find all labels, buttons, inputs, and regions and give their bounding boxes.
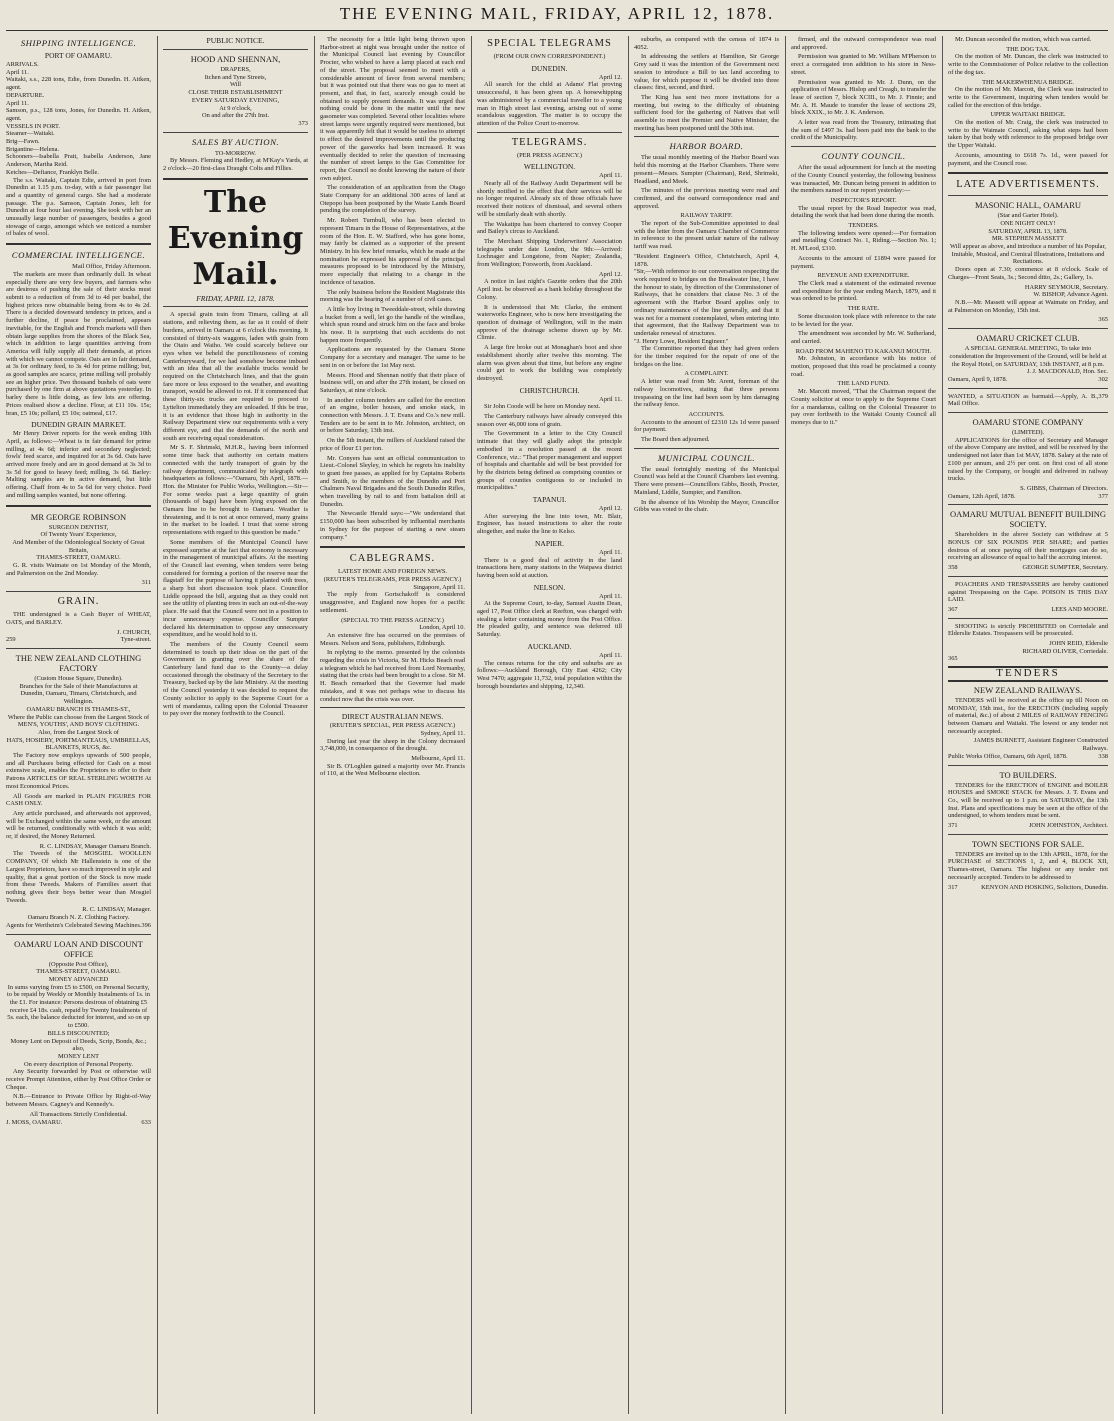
column-rule [157, 36, 158, 1414]
divider [477, 132, 622, 133]
column-rule [471, 36, 472, 1414]
stone-company-heading: OAMARU STONE COMPANY [972, 417, 1084, 428]
late-ads-heading: LATE ADVERTISEMENTS. [956, 179, 1100, 191]
divider [6, 591, 151, 592]
railways-sign: JAMES BURNETT, Assistant Engineer Constructed Railways. [973, 737, 1108, 753]
builders-heading: TO BUILDERS. [999, 769, 1057, 780]
harbor-board-heading: HARBOR BOARD. [669, 141, 744, 152]
column-2 [163, 36, 308, 1414]
christchurch-text: The Canterbury railways have already conveyed this season over 46,000 tons of grain. [477, 413, 622, 428]
cablegram-text: In replying to the memo. presented by the colonists regarding the crisis in Victoria, Sir M. Hicks Beach read a telegram which he had received from Lord Normanby, stating that the crisis had been brought to a close. Sir M. H. Beach remarked that the Governor had made mistakes, and it was not perhaps wise to discuss his conduct now that the crisis was over. [320, 649, 465, 703]
divider [948, 172, 1108, 174]
stone-company-text: APPLICATIONS for the office of Secretary and Manager of the above Company are invited, and will be received by the undersigned not later than 1st MAY, 1878. Salary at the rate of £100 per annum, and 2½ per cent. on first cost of all stone raised by the Company, or bought and delivered in railway trucks. [948, 436, 1108, 483]
loan-office-nb: N.B.—Entrance to Private Office by Right-of-Way between Messrs. Cagney's and Kennedy's. [6, 1093, 151, 1109]
news-paragraph: On the motion of Mr. Duncan, the clerk was instructed to write to the Commissioner of Police relative to the collection of the dog tax. [948, 53, 1108, 76]
building-society-heading: OAMARU MUTUAL BENEFIT BUILDING SOCIETY. [949, 509, 1107, 530]
wellington-text: A large fire broke out at Monaghan's boot and shoe establishment shortly after twelve this morning. The alarm was given about that time, but before any engine could get to work the building was completely destroyed. [477, 344, 622, 382]
shipping-list: ARRIVALS. April 11. Waitaki, s.s., 228 tons, Edie, from Dunedin. H. Aitken, agent. DEPARTURE. April 11. Samson, p.s., 128 tons, Jones, for Dunedin. H. Aitken, agent. VESSELS IN PORT. Steamer—Waitaki. Brig—Fawn. Brigantine—Helena. Schooners—Isabella Pratt, Isabella Anderson, Jane Anderson, Martha Reid. Ketches—Defiance, Franklyn Belle. [6, 61, 151, 176]
clothing-factory-para: Any article purchased, and afterwards not approved, will be Exchanged within the same week, or the amount will be returned, conditionally with which it was sold; or, if desired, the Money Returned. [6, 809, 151, 841]
county-council-text: The usual report by the Road Inspector was read, detailing the work that had been done during the month. [791, 204, 936, 220]
divider [791, 146, 936, 147]
wellington-text: It is understood that Mr. Clarke, the eminent waterworks Engineer, who is now here investigating the question of drainage of Wellington, will in the main approve of the drainage scheme drawn up by Mr. Climie. [477, 303, 622, 342]
cricket-sign: J. J. MACDONALD, Hon. Sec. [1026, 368, 1108, 376]
cablegrams-agency: (REUTER'S TELEGRAMS, PER PRESS AGENCY.) [323, 576, 462, 583]
telegrams-sub: (PER PRESS AGENCY.) [516, 151, 583, 159]
dunedin-market-text: Mr Henry Driver reports for the week ending 10th April, as follows:—Wheat is in fair demand for prime milling, at 4s 6d; inferior and secondary neglected; fowls' feed scarce, and inquired for at 3s 6d. Oats have arrived more freely and are in good demand at 3s 3d to 3s 5d for good to heavy feed; milling, 3s 6d. Barley: Malting samples are in active demand, but little offering. Chaff from 4s to 5s 6d for very choice. Feed and milling samples wanted, but none offering. [6, 430, 151, 499]
tenders-heading: TENDERS [948, 666, 1108, 682]
ad-ref: 358 [948, 564, 958, 572]
county-council-text: Some discussion took place with reference to the rate to be levied for the year. [791, 312, 936, 328]
news-paragraph: The necessity for a little light being thrown upon Harbor-street at night was brought under the notice of the Municipal Council last evening by Councillor Procter, who wished to have a lamp placed at each end of the street. The proposal seemed to meet with a considerable amount of favor from several members; but it was pointed out that there was no gas to meet at present, and that, in fact, scarcely enough could be obtained to supply present demands. It was urged that nothing could be done in the matter until the new gasometer was completed. Several other localities where street lamps were urgently required were mentioned, but it was apparently felt that it would be useless to attempt to effect the desired improvements until the producing power of the gasworks had been increased. It was eventually decided to refer the question of increasing the number of street lamps to the Gas Committee for report, the Council no doubt knowing the nature of their own subject. [320, 36, 465, 182]
sections-sign: KENYON AND HOSKING, Solicitors, Dunedin. [981, 883, 1108, 891]
christchurch-text: Sir John Coode will be here on Monday next. [484, 403, 601, 411]
direct-news-text: Sir B. O'Loghlen gained a majority over Mr. Francis of 110, at the West Melbourne election. [320, 762, 465, 778]
hood-shennan-name: HOOD AND SHENNAN, [190, 54, 281, 64]
column-rule [785, 36, 786, 1414]
mosgiel-text: The Tweeds of the MOSGIEL WOOLLEN COMPANY, Of which Mr Hallenstein is one of the Largest Proprietors, have so much improved in style and quality, that a great portion of the Stock is now made from these Tweeds. Makers of Families assert that nothing gives their boys better wear than Mosgiel Tweeds. [6, 850, 151, 904]
leader-paragraph: The members of the County Council seem determined to touch up their ideas on the part of the Government in granting over the share of the Canterbury land fund due to the County—a delay occasioned through the obstinacy of the Secretary to the Treasury, backed up by the late Ministry. At the meeting of the Council yesterday it was decided to request the County solicitor to apply to the Supreme Court for a writ of mandamus, calling upon the Colonial Treasurer to pay over the money forthwith to the Council. [163, 640, 308, 718]
county-council-text: The amendment was seconded by Mr. W. Sutherland, and carried. [791, 330, 936, 345]
divider [6, 934, 151, 935]
sections-heading: TOWN SECTIONS FOR SALE. [971, 838, 1085, 849]
robinson-ad-text: SURGEON DENTIST, Of Twenty Years' Experience, And Member of the Odontological Society of Great Britain, THAMES-STREET, OAMARU. [12, 523, 145, 562]
loan-office-sign: J. MOSS, OAMARU. [6, 1118, 63, 1126]
building-society-text: Shareholders in the above Society can withdraw at 5 BONUS OF SIX POUNDS PER SHARE; and parties desirous of at once paying off their mortgages can do so, receiving an allowance of equal to half the accruing interest. [948, 531, 1108, 562]
wellington-text: The Merchant Shipping Underwriters' Association telegraphs under date London, the 9th:—Arrived: Lochnager and Longstone, from Napier; Zealandia, from Wellington; Forsworth, from Auckland. [477, 237, 622, 269]
sections-text: TENDERS are invited up to the 13th APRIL, 1878, for the PURCHASE of SECTIONS 1, 2, and 4, BLOCK XII, Thames-street, Oamaru. The highest or any tender not necessarily accepted. Tenders to be addressed to [948, 850, 1108, 881]
column-7 [948, 36, 1108, 1414]
building-society-sign: GEORGE SUMPTER, Secretary. [1022, 564, 1108, 572]
tapanui-heading: TAPANUI. [532, 495, 567, 505]
wellington-text: A notice in last night's Gazette orders that the 20th April inst. be observed as a bank holiday throughout the Colony. [477, 278, 622, 301]
loan-office-confidential: All Transactions Strictly Confidential. [29, 1110, 128, 1118]
masonic-heading: MASONIC HALL, OAMARU [974, 200, 1082, 211]
inspector-heading: INSPECTOR'S REPORT. [830, 196, 897, 204]
divider [948, 504, 1108, 505]
railways-text: TENDERS will be received at the office up till Noon on MONDAY, 15th inst., for the ERECTION (including supply of material, &c.) of about 2 MILES of RAILWAY FENCING between Oamaru and Waitaki. The lowest or any tender not necessarily accepted. [948, 696, 1108, 735]
grain-text: THE undersigned is a Cash Buyer of WHEAT, OATS, and BARLEY. [6, 611, 151, 626]
stone-company-sign: S. GIBBS, Chairman of Directors. [1020, 484, 1108, 492]
christchurch-date: April 11. [599, 395, 622, 403]
municipal-council-heading: MUNICIPAL COUNCIL. [657, 452, 756, 463]
special-telegrams-sub: (FROM OUR OWN CORRESPONDENT.) [493, 53, 606, 60]
news-paragraph: A letter was read from the Treasury, intimating that the sum of £497 3s. had been paid into the bank to the credit of the Municipality. [791, 119, 936, 142]
complaint-heading: A COMPLAINT. [684, 370, 729, 378]
leader-paragraph: Mr S. F. Shrimski, M.H.R., having been informed some time back that authority on certain matters connected with the tardy transport of grain by the railway department, communicated by telegraph with headquarters as follows:—"Oamaru, 5th April, 1878.—Hon. the Minister for Public Works, Wellington.—Sir—For some weeks past a large quantity of grain (thousands of bags) have been lying exposed on the Oamaru line to be brought to Oamaru. Weather is threatening, and it is not at once removed, many grains in the market to be loaded. I trust that some strong representations with regard to this question be made." [163, 444, 308, 537]
divider [320, 707, 465, 708]
news-paragraph: suburbs, as compared with the census of 1874 is 4052. [634, 36, 779, 51]
nelson-date: April 11. [599, 592, 622, 600]
harbor-board-text: Accounts to the amount of £2310 12s 1d were passed for payment. [634, 418, 779, 434]
divider [163, 306, 308, 307]
direct-news-dateline: Sydney, April 11. [420, 729, 465, 737]
dunedin-market-heading: DUNEDIN GRAIN MARKET. [31, 420, 126, 430]
railway-tariff-heading: RAILWAY TARIFF. [680, 212, 733, 220]
commercial-heading: COMMERCIAL INTELLIGENCE. [11, 250, 146, 261]
auckland-heading: AUCKLAND. [527, 641, 572, 651]
divider [163, 178, 308, 180]
auction-text: By Messrs. Fleming and Hedley, at M'Kay's Yards, at 2 o'clock—20 first-class Draught Colts and Fillies. [163, 157, 308, 173]
tenders-subheading: TENDERS. [848, 222, 879, 230]
column-4 [477, 36, 622, 1414]
shooting-text: SHOOTING is strictly PROHIBITED on Corriedale and Elderslie Estates. Trespassers will be prosecuted. [948, 622, 1108, 638]
dunedin-text: All search for the child at Adams' Flat proving unsuccessful, it has been given up. A horsewhipping was administered by a commercial traveller to a young man in High street last evening, arising out of some scandalous suggestion. The matter is to occupy the attention of the Police Court to-morrow. [477, 81, 622, 127]
masthead: THE EVENING MAIL, FRIDAY, APRIL 12, 1878. [339, 4, 775, 23]
dunedin-heading: DUNEDIN. [531, 63, 568, 73]
leader-date: FRIDAY, APRIL 12, 1878. [196, 293, 275, 303]
column-6 [791, 36, 936, 1414]
divider [6, 243, 151, 245]
news-paragraph: Permission was granted to Mr. J. Dunn, on the application of Messrs. Hislop and Creagh, to transfer the lease of section 7, block XCIII., to Mr. J. Finnie; and Mr. A. H. Maude to transfer the lease of sections 29, block XXIX., to Mr. J. K. Anderson. [791, 78, 936, 117]
harbor-board-text: The usual monthly meeting of the Harbor Board was held this morning at the Harbor Chambers. There were present—Messrs. Sumpter (Chairman), Reid, Shrimski, Headland, and Meek. [634, 154, 779, 185]
ad-ref: 259 [6, 636, 16, 644]
ad-ref: 338 [1098, 752, 1108, 760]
news-paragraph: Applications are requested by the Oamaru Stone Company for a secretary and manager. The same to be sent in on or before the 1st May next. [320, 346, 465, 369]
grain-sign: J. CHURCH, [117, 628, 151, 636]
road-heading: ROAD FROM MAHENO TO KAKANUI MOUTH. [795, 347, 932, 355]
clothing-factory-text: (Custom House Square, Dunedin). Branches for the Sale of their Manufactures at Dunedin, Oamaru, Timaru, Christchurch, and Wellington. OAMARU BRANCH IS THAMES-ST., Where the Public can choose from the Largest Stock of MEN'S, YOUTHS', AND BOYS' CLOTHING. Also, from the Largest Stock of HATS, HOSIERY, PORTMANTEAUS, UMBRELLAS, BLANKETS, RUGS, &c. [6, 675, 151, 752]
nelson-text: At the Supreme Court, to-day, Samuel Austin Dean, aged 17, Post Office clerk at Reefton, was charged with stealing a letter containing money from the Post Office. He pleaded guilty, and sentence was deferred till Saturday. [477, 600, 622, 639]
builders-text: TENDERS for the ERECTION of ENGINE and BOILER HOUSES and SMOKE STACK for Messrs. J. T. Evans and Co., will be received up to 1 p.m. on SATURDAY, the 13th Inst. Plans and specifications may be seen at the office of the undersigned, to whom tenders must be sent. [948, 781, 1108, 820]
grain-heading: GRAIN. [57, 596, 100, 608]
land-fund-heading: THE LAND FUND. [837, 380, 890, 388]
masonic-text: ONE NIGHT ONLY! SATURDAY, APRIL 13, 1878. MR. STEPHEN MASSETT Will appear as above, and introduce a number of his Popular, Imitable, Musical, and Comical Illustrations, Imitations and Recitations. [949, 219, 1106, 266]
nelson-heading: NELSON. [533, 582, 566, 592]
ad-ref: 365 [1098, 316, 1108, 324]
news-paragraph: firmed, and the outward correspondence was read and approved. [791, 36, 936, 51]
news-paragraph: The Newcastle Herald says:—"We understand that £150,000 has been subscribed by influential merchants in Sydney for the purpose of starting a new steam company." [320, 510, 465, 541]
accounts-heading: ACCOUNTS. [688, 410, 725, 418]
news-paragraph: The King has sent two more invitations for a meeting, but owing to the difficulty of obtaining sufficient food for the gathering of Natives that will assemble to meet the Premier and Native Minister, the meeting has been postponed until the 30th inst. [634, 93, 779, 132]
ad-ref: 302 [1098, 375, 1108, 383]
divider [634, 136, 779, 137]
harbor-board-text: The minutes of the previous meeting were read and confirmed, and the outward correspondence read and approved. [634, 187, 779, 210]
poachers-sign: LEES AND MOORE. [1051, 605, 1108, 613]
cablegrams-agency: (SPECIAL TO THE PRESS AGENCY.) [341, 616, 444, 624]
telegrams-heading: TELEGRAMS. [511, 136, 588, 148]
wellington-date: April 11. [599, 172, 622, 180]
rate-heading: THE RATE. [847, 305, 880, 313]
news-paragraph: Mr. Robert Turnbull, who has been elected to represent Timaru in the House of Representatives, at the room of the Hon. E. W. Stafford, who has gone home, may fairly be claimed as a supporter of the present Ministry. In his few brief remarks, which he made at the nomination he expressed his approval of the principal measures proposed to be introduced by the Ministry, more especially that relating to a change in the incidence of taxation. [320, 217, 465, 286]
upper-bridge-heading: UPPER WAITAKI BRIDGE. [990, 111, 1066, 119]
auckland-date: April 11. [599, 651, 622, 659]
robinson-ad-note: G. R. visits Waimate on 1st Monday of the Month, and Palmerston on the 2nd Monday. [6, 562, 151, 577]
loan-office-text: (Opposite Post Office), THAMES-STREET, OAMARU. MONEY ADVANCED In sums varying from £5 to £500, on Personal Security, to be repaid by Weekly or Monthly Instalments of 1s. in the £1. For instance: Persons desirous of obtaining £5 receive £4 18s. cash, repaid by Twenty Instalments of 5s. each, the balance deducted for interest, and so on up to £500. BILLS DISCOUNTED; Money Lent on Deposit of Deeds, Scrip, Bonds, &c.; also, MONEY LENT On every description of Personal Property. [7, 960, 150, 1068]
column-1 [6, 36, 151, 1414]
clothing-factory-sign: R. C. LINDSAY, Manager Oamaru Branch. [39, 842, 151, 850]
cablegrams-dateline: London, April 10. [419, 624, 465, 632]
cricket-text: A SPECIAL GENERAL MEETING, To take into consideration the Improvement of the Ground, will be held at the Royal Hotel, on SATURDAY, 13th INSTANT, at 8 p.m. [949, 345, 1107, 368]
ad-ref: 379 [1098, 392, 1108, 400]
column-rule [942, 36, 943, 1414]
masonic-nb: N.B.—Mr. Massett will appear at Waimate on Friday, and at Palmerston on Monday, 15th inst. [948, 298, 1108, 314]
column-3 [320, 36, 465, 1414]
ad-ref: 633 [141, 1118, 151, 1126]
newspaper-flag: The Evening Mail. [167, 184, 304, 292]
masonic-sign: HARRY SEYMOUR, Secretary. W. BISHOP, Advance Agent. [1024, 283, 1108, 299]
cablegrams-sub: LATEST HOME AND FOREIGN NEWS. [337, 568, 448, 576]
municipal-council-text: In the absence of his Worship the Mayor, Councillor Gibbs was voted to the chair. [634, 498, 779, 514]
divider [948, 618, 1108, 619]
news-paragraph: A little boy living in Tweeddale-street, while drawing a bucket from a well, let go the handle of the windlass, which spun round and struck him on the face and broke his nose. It is surprising that such accidents do not happen more frequently. [320, 305, 465, 344]
leader-paragraph: A special grain train from Timaru, calling at all stations, and relieving them, as far as it could of their burdens, arrived in Oamaru at 6 o'clock this morning. It consisted of thirty-six waggons, laden with grain from the Otaio and Waiho. We could scarcely believe our eyes when we beheld the punctiliousness of coming Canterburyward, for we had somehow become imbued with an idea that all the available trucks would be required on the Christchurch lines, and that the grain fare more or less exposed to the weather, and awaiting transport, would be allowed to rot. If it commenced that these thirty-six trucks are required to proceed to Lyttelton immediately they are unloaded. If this be true, it is an evidence that those high in authority in the Railway Department view our requirements with a very different eye, and that the demands of the north and south are receiving equal consideration. [163, 311, 308, 442]
wellington-heading: WELLINGTON. [523, 162, 576, 172]
news-paragraph: On the motion of Mr. Marcott, the Clerk was instructed to write to the Government, inquiring when tenders would be called for the erection of this bridge. [948, 86, 1108, 109]
county-council-text: After the usual adjournment for lunch at the meeting of the County Council yesterday, the following business was transacted, Mr. Duncan being present in addition to the members named in our report yesterday:— [791, 164, 936, 195]
clothing-factory-para: All Goods are marked in PLAIN FIGURES FOR CASH ONLY. [6, 792, 151, 808]
county-council-text: The following tenders were opened:—For formation and metalling Contract No. 1, Riding.—Section No. 1; H. M'Leod, £310. [791, 229, 936, 253]
news-paragraph: On the 5th instant, the millers of Auckland raised the price of flour £1 per ton. [320, 437, 465, 452]
christchurch-heading: CHRISTCHURCH. [519, 385, 580, 395]
masonic-scale: Doors open at 7.30; commence at 8 o'clock. Scale of Charges—Front Seats, 3s.; Second ditto, 2s.; Gallery, 1s. [948, 266, 1108, 281]
divider [163, 49, 308, 50]
railways-heading: NEW ZEALAND RAILWAYS. [973, 684, 1083, 695]
column-5 [634, 36, 779, 1414]
mosgiel-branch: Oamaru Branch N. Z. Clothing Factory. [27, 914, 130, 922]
county-council-text: Mr. Johnston, in accordance with his notice of motion, proposed that this road be proclaimed a county road. [791, 355, 936, 378]
cablegrams-dateline: Singapore, April 11. [413, 583, 465, 591]
wellington-text: Nearly all of the Railway Audit Department will be shortly notified to the effect that their services will be no longer required. Already six of those officials have received their notices of dismissal, and several others will be similarly dealt with shortly. [477, 180, 622, 218]
news-paragraph: In another column tenders are called for the erection of an engine, boiler houses, and smoke stack, in connection with Messrs. J. T. Evans and Co.'s new mill. Tenders are to be sent in to Mr. Johnston, architect, on or before Saturday, 13th inst. [320, 396, 465, 435]
divider [163, 132, 308, 133]
wellington-date: April 12. [598, 270, 622, 278]
dunedin-date: April 12. [598, 73, 622, 81]
napier-heading: NAPIER. [535, 538, 564, 548]
county-council-text: Mr. Marcott moved, "That the Chairman request the County solicitor at once to apply to the Supreme Court for a mandamus, calling on the Colonial Treasurer to pay over forthwith to the Waitaki County Council all moneys due to it." [791, 388, 936, 426]
news-paragraph: In addressing the settlers at Hamilton, Sir George Grey said it was the intention of the Government next session to introduce a Bill to tax land according to value, for which purpose it will be divided into three classes: first, second, and third. [634, 53, 779, 92]
bridge-heading: THE MAKERWHENUA BRIDGE. [982, 78, 1074, 86]
revenue-heading: REVENUE AND EXPENDITURE. [817, 272, 910, 280]
poachers-text: POACHERS AND TRESPASSERS are hereby cautioned against Trespassing on the Cape. POISON IS THIS DAY LAID. [948, 580, 1108, 604]
special-telegrams-heading: SPECIAL TELEGRAMS [487, 38, 612, 49]
news-paragraph: The only business before the Resident Magistrate this morning was the hearing of a number of civil cases. [320, 288, 465, 304]
shipping-heading: SHIPPING INTELLIGENCE. [20, 38, 137, 48]
divider [948, 388, 1108, 389]
harbor-board-text: The report of the Sub-Committee appointed to deal with the letter from the Oamaru Chamber of Commerce in reference to the present unfair nature of the railway tariff was read. [634, 220, 779, 251]
divider [6, 505, 151, 507]
cablegram-text: An extensive fire has occurred on the premises of Messrs. Nelson and Sons, publishers, Edinburgh. [320, 631, 465, 647]
cablegram-text: The reply from Gortschakoff is considered unaggressive, and England now hopes for a pacific settlement. [320, 591, 465, 614]
mosgiel-sign: R. C. LINDSAY, Manager. [82, 906, 151, 914]
news-paragraph: Mr. Conyers has sent an official communication to Lieut.-Colonel Sleyley, in which he regrets his inability to grant free passes, as applied for by Captains Roberts and Smith, to the members of the Dunedin and Port Chalmers Naval Brigades and the South Dunedin Rifles, when travelling by rail to and from battalion drill at Dunedin. [320, 454, 465, 508]
public-notice-heading: PUBLIC NOTICE. [206, 36, 265, 45]
port-heading: PORT OF OAMARU. [44, 51, 113, 60]
municipal-council-text: The usual fortnightly meeting of the Municipal Council was held at the Council Chambers last evening. There were present—Councillors Gibbs, Booth, Procter, Mainland, Liddle, Sumpter, and Familton. [634, 465, 779, 496]
harbor-board-text: A letter was read from Mr. Arent, foreman of the railway locomotives, stating that three persons trespassing on the line had been seen by him damaging the railway fence. [634, 378, 779, 409]
builders-sign: JOHN JOHNSTON, Architect. [1028, 822, 1108, 830]
stone-company-date: Oamaru, 12th April, 1878. [948, 492, 1016, 500]
county-council-text: Accounts to the amount of £1894 were passed for payment. [791, 254, 936, 270]
clothing-factory-heading: THE NEW ZEALAND CLOTHING FACTORY [15, 653, 142, 673]
christchurch-text: The Government in a letter to the City Council intimate that they will gladly adopt the principle embodied in a resolution passed at the recent Conference, viz.: "That proper management and support of hospitals and charitable aid will be best provided for by the districts being defined as comprising counties or groups of counties contiguous to or included in municipalities." [477, 430, 622, 492]
news-paragraph: On the motion of Mr. Craig, the clerk was instructed to write to the Waimate Council, asking what steps had been taken by that body with reference to the proposed bridge over the Upper Waitaki. [948, 119, 1108, 150]
direct-news-dateline: Melbourne, April 11. [411, 755, 465, 763]
news-paragraph: Messrs. Hood and Shennan notify that their place of business will, on and after the 27th instant, be closed on Saturdays, at nine o'clock. [320, 371, 465, 394]
cricket-date: Oamaru, April 9, 1878. [948, 375, 1008, 383]
ad-ref: 365 [948, 655, 958, 663]
column-rule [314, 36, 315, 1414]
direct-news-agency: (REUTER'S SPECIAL, PER PRESS AGENCY.) [329, 722, 456, 730]
harbor-board-letter: "Resident Engineer's Office, Christchurch, April 4, 1878. "Sir,—With reference to our conversation respecting the work required to bridges on the Breakwater line, I have the honour to state, by direction of the Commissioner of Railways, that he considers that clause No. 3 of the agreement with the Harbor Board applies only to ordinary maintenance of the line generally, and that it was not for a moment contemplated, when entering into that agreement, that the Railway Department was to undertake renewal of structures. "J. Henry Lowe, Resident Engineer." [634, 252, 779, 345]
harbor-board-text: The Board then adjourned. [641, 436, 710, 444]
county-council-heading: COUNTY COUNCIL. [821, 151, 906, 162]
wanted-text: WANTED, a SITUATION as barmaid.—Apply, A. B., Mail Office. [948, 392, 1099, 408]
shipping-note: The s.s. Waitaki, Captain Edie, arrived in port from Dunedin at 1.15 p.m. to-day, with a fair passenger list and a quantity of general cargo. She had a moderate passage. The p.s. Samson, Captain Jones, left for Dunedin at four hour last evening. She took with her an unusually large number of passengers, besides a good stowage of cargo, amongst which we noticed a number of bales of wool. [6, 176, 151, 238]
news-paragraph: Mr. Duncan seconded the motion, which was carried. [955, 36, 1092, 43]
divider [948, 834, 1108, 835]
divider [320, 546, 465, 548]
auckland-text: The census returns for the city and suburbs are as follows:—Auckland Borough, City East 4262; City West 7470; aggregate 11,732, total population within the borough boundaries and shipping, 12,340. [477, 659, 622, 690]
news-paragraph: Accounts, amounting to £618 7s. 1d., were passed for payment, and the Council rose. [948, 151, 1108, 167]
clothing-factory-para: The Factory now employs upwards of 500 people, and all Purchases being effected for Cash on a most extensive scale, enables the Proprietors to offer to their Patrons ARTICLES OF REAL STERLING WORTH At most Economical Prices. [6, 752, 151, 790]
hood-shennan-text: DRAPERS, Itchen and Tyne Streets, Will CLOSE THEIR ESTABLISHMENT EVERY SATURDAY EVENING, At 9 o'clock, On and after the 27th Inst. [188, 66, 283, 120]
divider [948, 195, 1108, 196]
column-rule [628, 36, 629, 1414]
ad-ref: 396 [141, 921, 151, 929]
ad-ref: 373 [298, 119, 308, 127]
ad-ref: 367 [948, 605, 958, 613]
ad-ref: 371 [948, 822, 958, 830]
divider [634, 448, 779, 449]
divider [948, 576, 1108, 577]
auction-heading: SALES BY AUCTION. [191, 136, 280, 147]
leader-paragraph: Some members of the Municipal Council have expressed surprise at the fact that economy is necessary in the management of municipal affairs. At the meeting of the Council last evening, when tenders were being considered for forming a portion of the reserve near the flagstaff for the purpose of having it planted with trees, a sharp but short discussion took place. Councillor Liddle opposed the bill, arguing that as they could not see the utility of planting trees in such an out-of-the-way place. He said that the Council were not in a position to incur unnecessary expense. Councillor Sumpter declared his determination to oppose any unnecessary expenditure, and he would hold to it. [163, 538, 308, 639]
loan-office-heading: OAMARU LOAN AND DISCOUNT OFFICE [14, 938, 143, 959]
divider [6, 648, 151, 649]
napier-text: There is a good deal of activity in the land transactions here, many stations in the Waipawa district having been sold at auction. [477, 556, 622, 579]
tapanui-text: After surveying the line into town, Mr. Blair, Engineer, has issued instructions to alter the route altogether, and make the line to Kelso. [477, 512, 622, 536]
masonic-sub: (Star and Garter Hotel). [997, 212, 1059, 220]
robinson-ad-name: MR GEORGE ROBINSON [30, 511, 127, 522]
ad-ref: 377 [1098, 492, 1108, 500]
napier-date: April 11. [599, 548, 622, 556]
ad-ref: 311 [141, 579, 151, 587]
shooting-sign: JOHN REID, Elderslie RICHARD OLIVER, Corriedale. [1022, 640, 1108, 655]
divider [948, 765, 1108, 766]
news-paragraph: Permission was granted to Mr. William M'Pherson to erect a corrugated iron addition to his store in Ness-street. [791, 53, 936, 76]
grain-street: Tyne-street. [120, 636, 151, 644]
commercial-dateline: Mail Office, Friday Afternoon. [72, 263, 151, 271]
auction-sub: TO-MORROW. [214, 149, 256, 157]
ad-ref: 317 [948, 883, 958, 891]
loan-office-para: Any Security forwarded by Post or otherwise will receive Prompt Attention, either by Post Office Order or Cheque. [6, 1068, 151, 1091]
masthead-rule [6, 30, 1108, 31]
direct-news-heading: DIRECT AUSTRALIAN NEWS. [341, 712, 444, 722]
railways-date: Public Works Office, Oamaru, 6th April, 1878. [948, 752, 1068, 760]
stone-company-sub: (LIMITED). [1011, 429, 1045, 437]
cablegrams-heading: CABLEGRAMS. [349, 553, 436, 565]
harbor-board-text: The Committee reported that they had given orders for the timber required for the repair of one of the bridges on the line. [634, 345, 779, 368]
wertheim-text: Agents for Wertheim's Celebrated Sewing Machines. [6, 921, 142, 929]
direct-news-text: During last year the sheep in the Colony decreased 3,748,000, in consequence of the drought. [320, 737, 465, 753]
divider [948, 328, 1108, 329]
cricket-heading: OAMARU CRICKET CLUB. [976, 333, 1080, 344]
commercial-text: The markets are more than ordinarily dull. In wheat especially there are very few buyers, and farmers who are desirous of pushing the sale of their stocks must submit to a reduction of from 3d to 4d per bushel, the highest prices now obtainable being from 4s to 4s 2d. There is a decided downward tendency in prices, and a further decline, if peace be proclaimed, appears inevitable, for the English and French markets will then obtain large supplies from the shores of the Black Sea, which in addition to large quantities arriving from America will fully supply all their demands, at prices with which we cannot compete. Oats are in fair demand, at 3s for ordinary feed, to 3s 4d for prime milling; but, as good samples are scarce, prime milling will probably see an higher price. Two thousand bushels of oats were purchased by one firm at above quotations yesterday. In barley there is little doing, as few lots are offering. Prices realised show a decline. Flour, at £11 10s. 15s; bran, £5 10s; pollard, £5 10s; oatmeal, £17. [6, 270, 151, 417]
dog-tax-heading: THE DOG TAX. [1006, 45, 1050, 53]
wellington-text: The Wakatipu has been chartered to convey Cooper and Bailey's circus to Auckland. [477, 220, 622, 236]
county-council-text: The Clerk read a statement of the estimated revenue and expenditure for the year ending March, 1879, and it was ordered to be printed. [791, 279, 936, 303]
tapanui-date: April 12. [598, 505, 622, 513]
divider [948, 412, 1108, 413]
news-paragraph: The consideration of an application from the Otago State Company for an additional 300 acres of land at Otepopo has been postponed by the Waste Lands Board pending the completion of the survey. [320, 184, 465, 215]
